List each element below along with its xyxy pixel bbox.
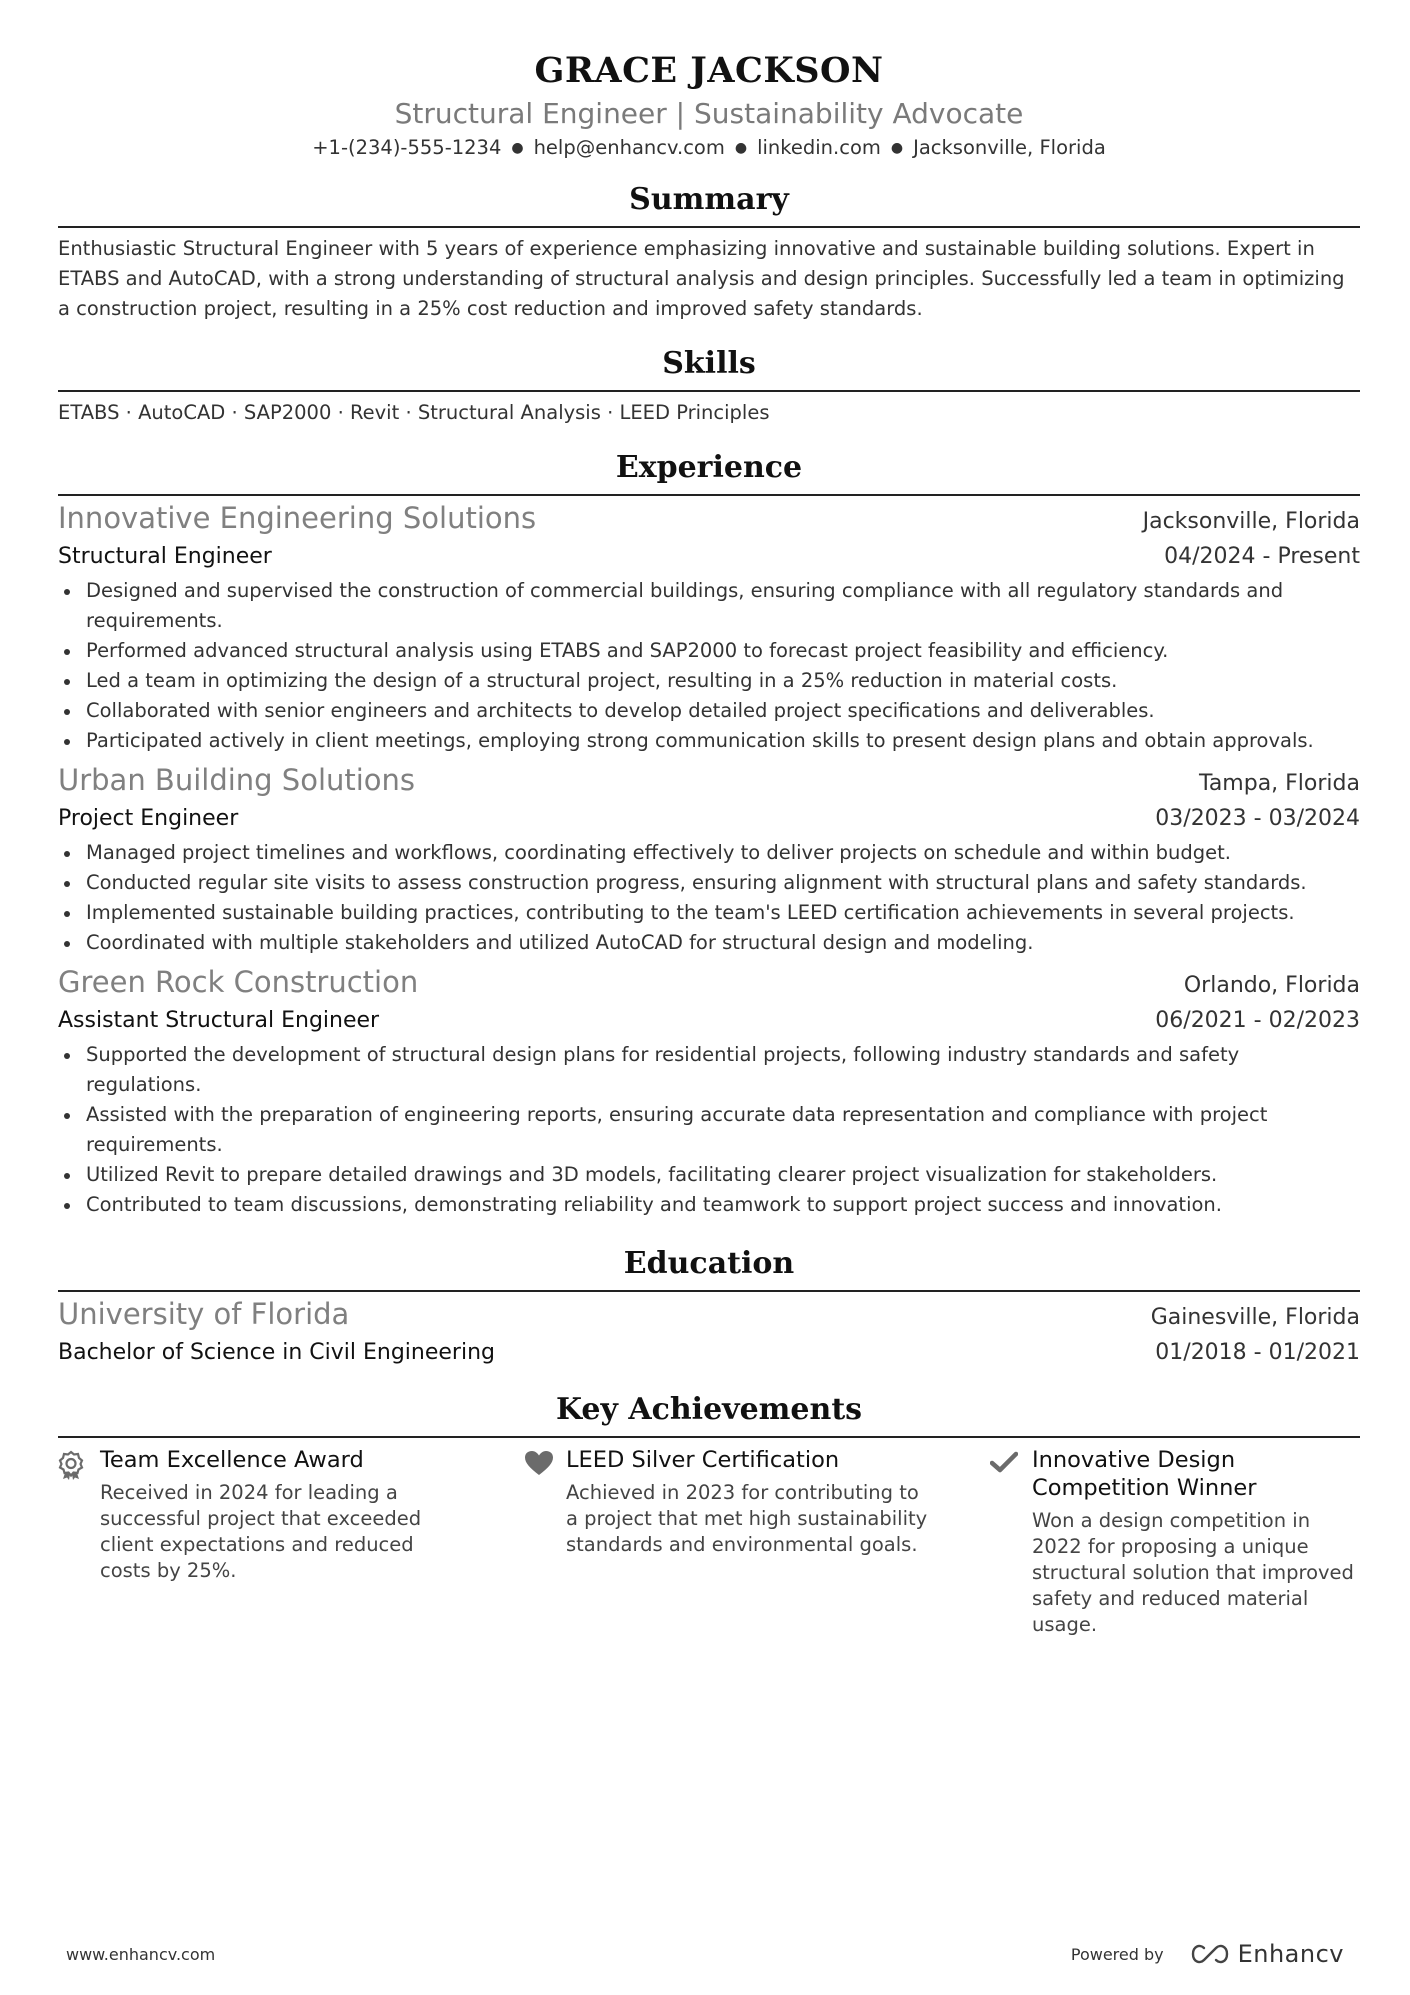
contact-linkedin[interactable]: linkedin.com — [757, 136, 881, 159]
job-bullet: Utilized Revit to prepare detailed drawings and 3D models, facilitating clearer project visualization for stakeholders. — [86, 1160, 1360, 1190]
job-bullets — [58, 838, 1360, 958]
achievement-item — [990, 1446, 1360, 1638]
job-role: Project Engineer — [58, 806, 239, 831]
job-bullet: Conducted regular site visits to assess construction progress, ensuring alignment with structural plans and safety standards. — [86, 868, 1360, 898]
job-bullets — [58, 576, 1360, 756]
education-dates: 01/2018 - 01/2021 — [1155, 1340, 1360, 1365]
education-degree-row — [58, 1336, 1360, 1370]
achievements-grid — [58, 1446, 1360, 1638]
job-role: Assistant Structural Engineer — [58, 1008, 380, 1033]
achievement-desc: Won a design competition in 2022 for proposing a unique structural solution that improved safety and reduced material usage. — [1032, 1509, 1354, 1636]
achievement-desc: Achieved in 2023 for contributing to a project that met high sustainability standards and environmental goals. — [566, 1481, 928, 1556]
job-location: Tampa, Florida — [1199, 771, 1360, 796]
award-icon — [58, 1446, 100, 1638]
job-dates: 06/2021 - 02/2023 — [1155, 1008, 1360, 1033]
job-bullet: Contributed to team discussions, demonstrating reliability and teamwork to support project success and innovation. — [86, 1190, 1360, 1220]
skills-list: ETABS · AutoCAD · SAP2000 · Revit · Structural Analysis · LEED Principles — [58, 401, 770, 424]
summary-heading: Summary — [58, 178, 1360, 228]
education-location: Gainesville, Florida — [1150, 1305, 1360, 1330]
education-heading: Education — [58, 1242, 1360, 1292]
achievement-title: Team Excellence Award — [100, 1447, 364, 1473]
job-dates: 03/2023 - 03/2024 — [1155, 806, 1360, 831]
job-role: Structural Engineer — [58, 544, 272, 569]
contact-phone: +1-(234)-555-1234 — [312, 136, 502, 159]
enhancv-logo-icon — [1190, 1943, 1230, 1965]
job-entry — [58, 500, 1360, 756]
resume-header — [58, 46, 1360, 164]
brand-name: Enhancv — [1237, 1940, 1344, 1968]
job-dates: 04/2024 - Present — [1164, 544, 1360, 569]
resume-page — [58, 46, 1360, 1638]
summary-section — [58, 178, 1360, 324]
separator-dot: ● — [734, 140, 748, 156]
skills-heading: Skills — [58, 342, 1360, 392]
job-role-row — [58, 1004, 1360, 1038]
contact-line — [58, 134, 1360, 164]
job-header-row — [58, 762, 1360, 802]
separator-dot: ● — [890, 140, 904, 156]
job-bullet: Managed project timelines and workflows, coordinating effectively to deliver projects on schedule and within budget. — [86, 838, 1360, 868]
job-bullet: Led a team in optimizing the design of a structural project, resulting in a 25% reduction in material costs. — [86, 666, 1360, 696]
job-bullet: Implemented sustainable building practices, contributing to the team's LEED certification achievements in several projects. — [86, 898, 1360, 928]
education-section — [58, 1242, 1360, 1370]
check-icon — [990, 1446, 1032, 1638]
job-bullet: Performed advanced structural analysis using ETABS and SAP2000 to forecast project feasibility and efficiency. — [86, 636, 1360, 666]
experience-heading: Experience — [58, 446, 1360, 496]
summary-text: Enthusiastic Structural Engineer with 5 years of experience emphasizing innovative and sustainable building solutions. Expert in ETABS and AutoCAD, with a strong understanding of structural analysis and design principles. Successfully led a team in optimizing a construction project, resulting in a 25% cost reduction and improved safety standards. — [58, 237, 1345, 320]
job-company: Urban Building Solutions — [58, 763, 416, 797]
achievements-heading: Key Achievements — [58, 1388, 1360, 1438]
job-bullet: Assisted with the preparation of engineering reports, ensuring accurate data representation and compliance with project requirements. — [86, 1100, 1360, 1160]
achievement-title: LEED Silver Certification — [566, 1447, 840, 1473]
candidate-name: GRACE JACKSON — [534, 50, 884, 91]
skills-section — [58, 342, 1360, 428]
job-bullet: Participated actively in client meetings, employing strong communication skills to present design plans and obtain approvals. — [86, 726, 1360, 756]
job-header-row — [58, 964, 1360, 1004]
contact-email[interactable]: help@enhancv.com — [533, 136, 725, 159]
job-bullet: Coordinated with multiple stakeholders and utilized AutoCAD for structural design and modeling. — [86, 928, 1360, 958]
candidate-title: Structural Engineer | Sustainability Advocate — [394, 97, 1024, 130]
education-school: University of Florida — [58, 1297, 350, 1331]
achievement-title: Innovative Design Competition Winner — [1032, 1447, 1257, 1501]
achievement-item — [58, 1446, 468, 1638]
job-role-row — [58, 802, 1360, 836]
job-bullets — [58, 1040, 1360, 1220]
job-role-row — [58, 540, 1360, 574]
heart-icon — [524, 1446, 566, 1638]
job-bullet: Designed and supervised the construction of commercial buildings, ensuring compliance with all regulatory standards and requirements. — [86, 576, 1360, 636]
experience-section — [58, 446, 1360, 1220]
achievement-desc: Received in 2024 for leading a successful project that exceeded client expectations and reduced costs by 25%. — [100, 1481, 422, 1582]
job-bullet: Supported the development of structural design plans for residential projects, following industry standards and safety regulations. — [86, 1040, 1360, 1100]
footer-url[interactable]: www.enhancv.com — [66, 1944, 216, 1964]
job-location: Jacksonville, Florida — [1142, 509, 1360, 534]
achievements-section — [58, 1388, 1360, 1638]
job-entry — [58, 762, 1360, 958]
job-location: Orlando, Florida — [1183, 973, 1360, 998]
powered-by-label: Powered by — [1070, 1944, 1164, 1964]
achievement-item — [524, 1446, 934, 1638]
education-header-row — [58, 1296, 1360, 1336]
job-bullet: Collaborated with senior engineers and architects to develop detailed project specifications and deliverables. — [86, 696, 1360, 726]
job-company: Innovative Engineering Solutions — [58, 501, 537, 535]
job-entry — [58, 964, 1360, 1220]
page-footer — [66, 1940, 1344, 1968]
contact-location: Jacksonville, Florida — [913, 136, 1106, 159]
job-header-row — [58, 500, 1360, 540]
job-company: Green Rock Construction — [58, 965, 419, 999]
education-degree: Bachelor of Science in Civil Engineering — [58, 1340, 495, 1365]
separator-dot: ● — [511, 140, 524, 156]
powered-by — [1071, 1940, 1344, 1968]
